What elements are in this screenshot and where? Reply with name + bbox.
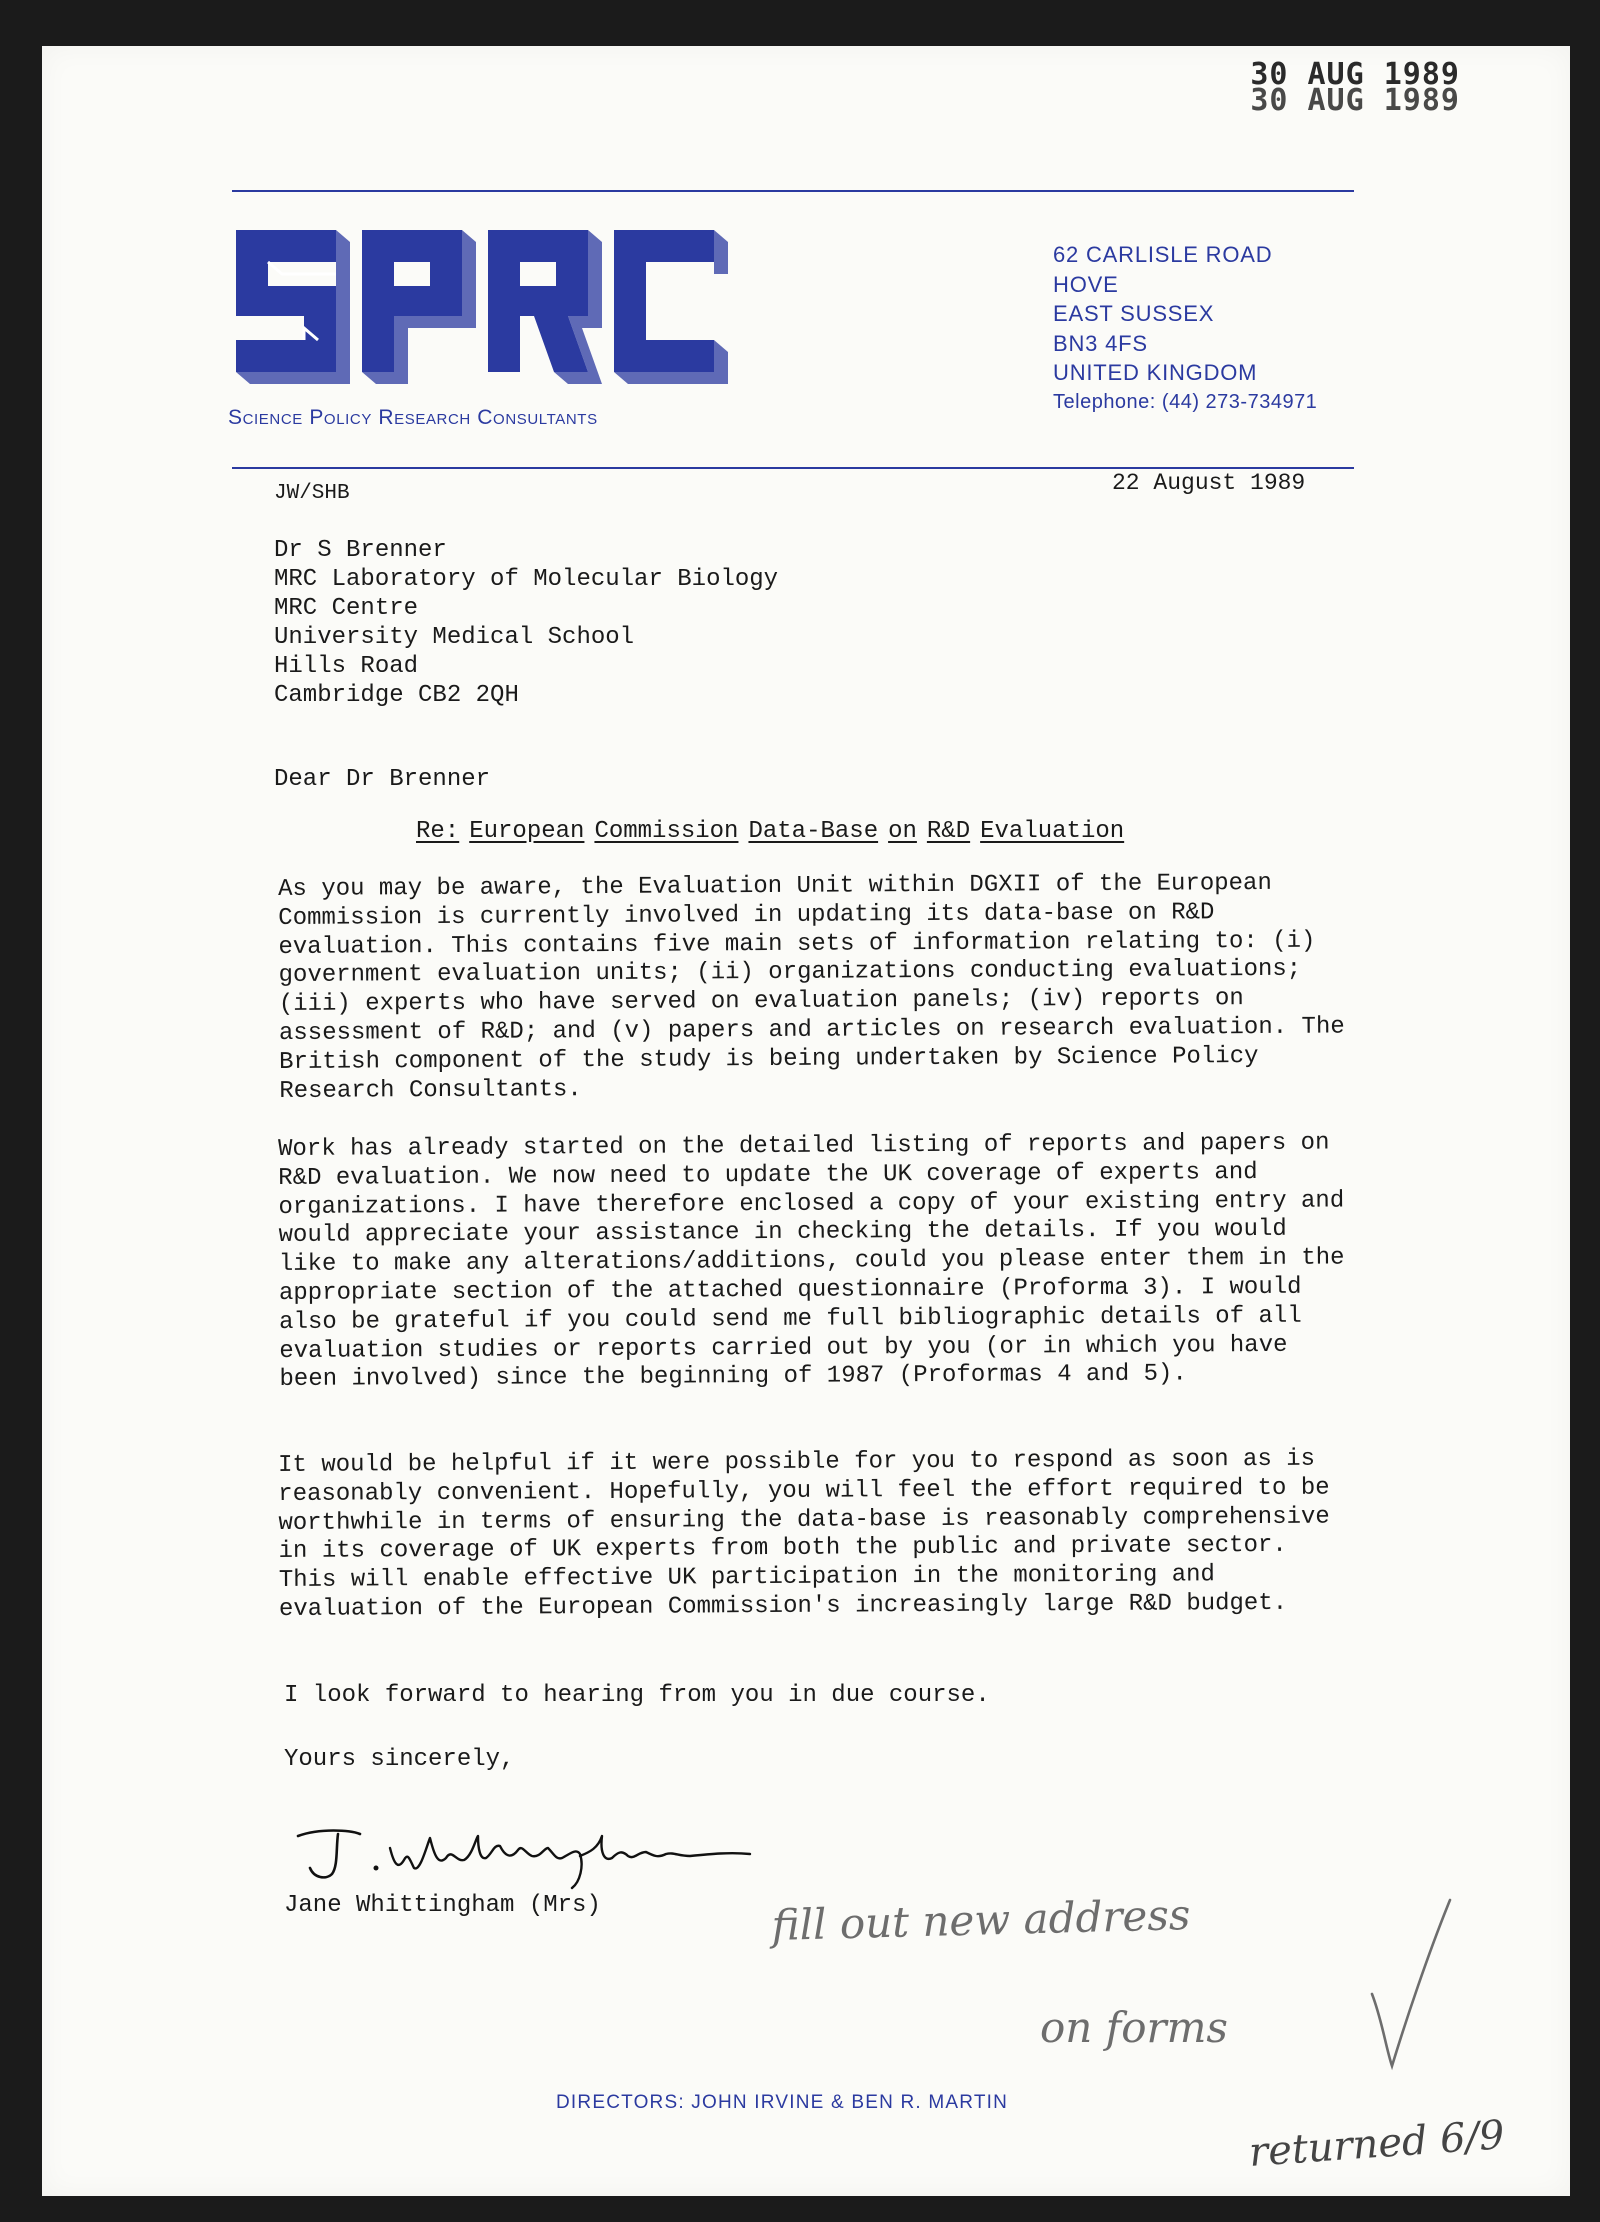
logo-letter-c: [614, 230, 728, 384]
recipient-line: MRC Centre: [274, 595, 419, 622]
letterhead-top-rule: [232, 190, 1354, 192]
stamp-line-2: 30 AUG 1989: [1250, 83, 1460, 118]
company-address: [1053, 240, 1317, 417]
address-line: 62 CARLISLE ROAD: [1053, 242, 1273, 267]
letter-date: 22 August 1989: [1112, 470, 1306, 496]
annotation-line-1: fill out new address: [770, 1890, 1191, 1950]
logo-letter-s: [236, 230, 350, 384]
subject-word: Re:: [416, 818, 460, 845]
date-received-stamp: [1250, 57, 1460, 118]
signer-name: Jane Whittingham (Mrs): [284, 1892, 601, 1919]
recipient-line: MRC Laboratory of Molecular Biology: [274, 566, 779, 593]
subject-word: on: [888, 818, 917, 845]
subject-word: Commission: [594, 818, 739, 845]
address-line: UNITED KINGDOM: [1053, 360, 1258, 385]
recipient-line: Cambridge CB2 2QH: [274, 682, 519, 709]
company-telephone: Telephone: (44) 273-734971: [1053, 390, 1318, 413]
company-tagline: Science Policy Research Consultants: [228, 406, 598, 429]
recipient-line: University Medical School: [274, 624, 635, 651]
letter-reference: JW/SHB: [274, 482, 350, 505]
subject-word: R&D: [926, 818, 971, 845]
letterhead-bottom-rule: [232, 467, 1354, 469]
closing-sentence: I look forward to hearing from you in due course.: [284, 1682, 990, 1709]
annotation-returned: returned 6/9: [1247, 2112, 1506, 2176]
footer-directors: DIRECTORS: JOHN IRVINE & BEN R. MARTIN: [556, 2092, 1009, 2113]
subject-line: [416, 818, 1134, 845]
address-line: HOVE: [1053, 271, 1119, 297]
body-paragraph-3: It would be helpful if it were possible for you to respond as soon as is reasonably convenient. Hopefully, you will feel the effort required to be worthwhile in terms of ensuring the data-base is reasonably comprehensive in its coverage of UK experts from both the public and private sector. This will enable effective UK participation in the monitoring and evaluation of the European Commission's increasingly large R&D budget.: [278, 1445, 1330, 1623]
subject-word: Data-Base: [748, 818, 879, 845]
body-paragraph-1: As you may be aware, the Evaluation Unit within DGXII of the European Commission is currently involved in updating its data-base on R&D evaluation. This contains five main sets of information relating to: (i) government evaluation units; (ii) organizations conducting evaluations; (iii) experts who have served on evaluation panels; (iv) reports on assessment of R&D; and (v) papers and articles on research evaluation. The British component of the study is being undertaken by Science Policy Research Consultants.: [278, 869, 1345, 1105]
recipient-line: Dr S Brenner: [274, 537, 447, 564]
salutation: Dear Dr Brenner: [274, 766, 491, 793]
logo-letter-r: [488, 230, 602, 384]
address-line: EAST SUSSEX: [1053, 301, 1215, 326]
sprc-logo: [228, 222, 740, 390]
valediction: Yours sincerely,: [284, 1746, 515, 1773]
handwritten-annotation: [760, 1870, 1540, 2200]
handwritten-signature: [280, 1808, 780, 1898]
logo-letter-p: [362, 230, 476, 384]
recipient-address: [274, 536, 778, 710]
recipient-line: Hills Road: [274, 653, 419, 680]
body-paragraph-2: Work has already started on the detailed listing of reports and papers on R&D evaluation. We now need to update the UK coverage of experts and organizations. I have therefore enclosed a copy of your existing entry and would appreciate your assistance in checking the details. If you would like to make any alterations/additions, could you please enter them in the appropriate section of the attached questionnaire (Proforma 3). I would also be grateful if you could send me full bibliographic details of all evaluation studies or reports carried out by you (or in which you have been involved) since the beginning of 1987 (Proformas 4 and 5).: [278, 1129, 1345, 1394]
address-line: BN3 4FS: [1053, 330, 1148, 356]
subject-word: European: [469, 818, 585, 845]
subject-word: Evaluation: [980, 818, 1125, 845]
stamp-line-1: 30 AUG 1989: [1250, 57, 1460, 92]
check-mark: [1372, 1900, 1450, 2066]
annotation-line-2: on forms: [1040, 2003, 1228, 2052]
